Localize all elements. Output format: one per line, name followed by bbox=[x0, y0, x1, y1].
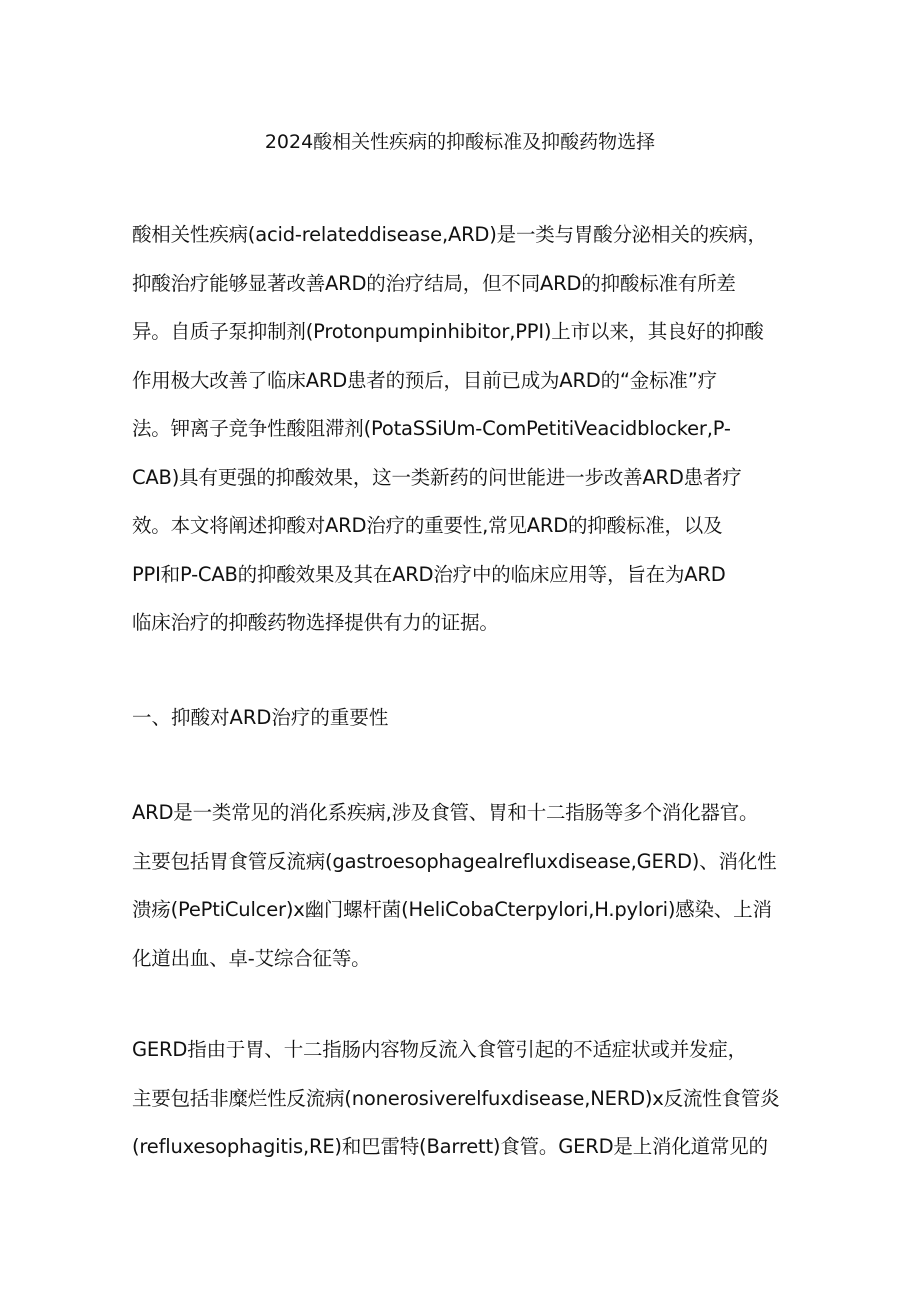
paragraph-gerd bbox=[132, 1026, 779, 1172]
paragraph-line: 临床治疗的抑酸药物选择提供有力的证据。 bbox=[132, 611, 499, 634]
section-heading: 一、抑酸对ARD治疗的重要性 bbox=[132, 706, 389, 729]
paragraph-line: ARD是一类常见的消化系疾病,涉及食管、胃和十二指肠等多个消化器官。 bbox=[132, 801, 759, 824]
paragraph-intro bbox=[132, 211, 767, 648]
paragraph-line: 主要包括胃食管反流病(gastroesophagealrefluxdisease,GERD)、消化性 bbox=[132, 849, 777, 873]
paragraph-line: 溃疡(PePtiCulcer)x幽门螺杆菌(HeliCobaCterpylori,H.pylori)感染、上消 bbox=[132, 898, 772, 921]
paragraph-line: 作用极大改善了临床ARD患者的预后，目前已成为ARD的“金标准”疗 bbox=[132, 368, 717, 392]
paragraph-line: 法。钾离子竞争性酸阻滞剂(PotaSSiUm-ComPetitiVeacidblocker,P- bbox=[132, 417, 731, 440]
paragraph-line: 化道出血、卓-艾综合征等。 bbox=[132, 946, 371, 970]
paragraph-line: 异。自质子泵抑制剂(Protonpumpinhibitor,PPI)上市以来，其良好的抑酸 bbox=[132, 320, 764, 343]
paragraph-line: 效。本文将阐述抑酸对ARD治疗的重要性,常见ARD的抑酸标准，以及 bbox=[132, 514, 723, 537]
paragraph-line: (refluxesophagitis,RE)和巴雷特(Barrett)食管。GERD是上消化道常见的 bbox=[132, 1135, 768, 1158]
paragraph-ard-overview bbox=[132, 789, 776, 983]
paragraph-line: CAB)具有更强的抑酸效果，这一类新药的问世能进一步改善ARD患者疗 bbox=[132, 465, 742, 489]
paragraph-line: PPI和P-CAB的抑酸效果及其在ARD治疗中的临床应用等，旨在为ARD bbox=[132, 562, 726, 586]
paragraph-line: 抑酸治疗能够显著改善ARD的治疗结局，但不同ARD的抑酸标准有所差 bbox=[132, 271, 736, 295]
paragraph-line: GERD指由于胃、十二指肠内容物反流入食管引起的不适症状或并发症， bbox=[132, 1038, 747, 1061]
paragraph-line: 主要包括非糜烂性反流病(nonerosiverelfuxdisease,NERD)x反流性食管炎 bbox=[132, 1086, 780, 1110]
document-title: 2024酸相关性疾病的抑酸标准及抑酸药物选择 bbox=[264, 131, 656, 153]
paragraph-line: 酸相关性疾病(acid-relateddisease,ARD)是一类与胃酸分泌相关的疾病， bbox=[132, 223, 767, 246]
